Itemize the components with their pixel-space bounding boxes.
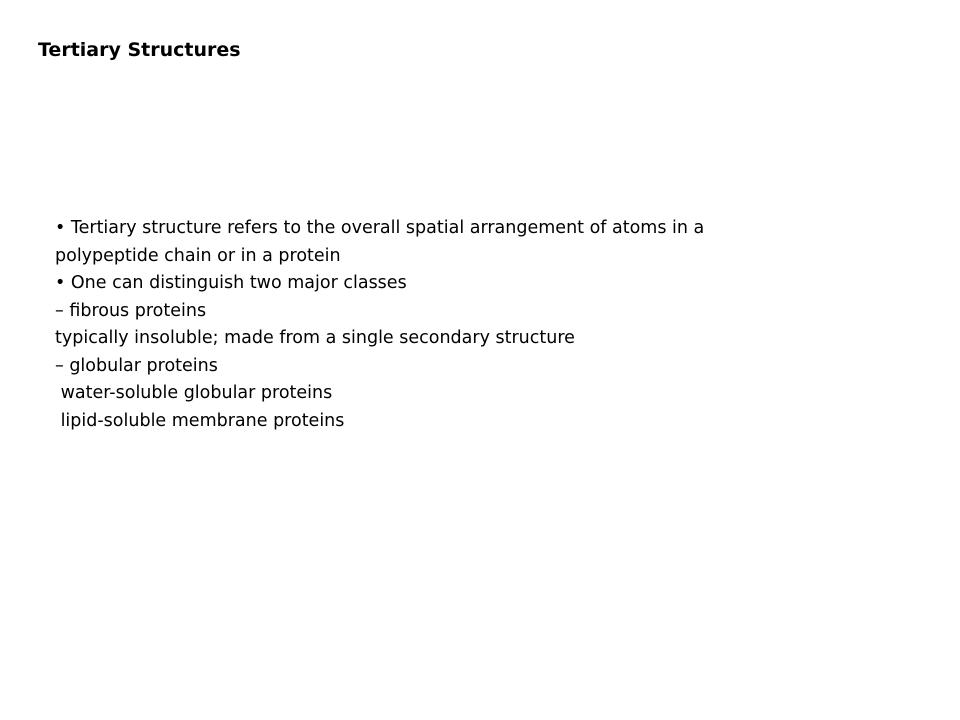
slide-title: Tertiary Structures xyxy=(38,39,241,61)
body-line-definition-continued: polypeptide chain or in a protein xyxy=(55,245,341,266)
body-line-globular-proteins: – globular proteins xyxy=(55,355,218,376)
slide-body-text xyxy=(55,215,945,435)
body-line-fibrous-proteins: – fibrous proteins xyxy=(55,300,207,321)
body-line-fibrous-description: typically insoluble; made from a single secondary structure xyxy=(55,328,575,348)
body-line-lipid-soluble: lipid-soluble membrane proteins xyxy=(55,410,345,431)
body-line-bullet-classes: • One can distinguish two major classes xyxy=(55,273,407,293)
body-line-bullet-definition: • Tertiary structure refers to the overall spatial arrangement of atoms in a xyxy=(55,218,705,238)
body-line-water-soluble: water-soluble globular proteins xyxy=(55,383,333,403)
